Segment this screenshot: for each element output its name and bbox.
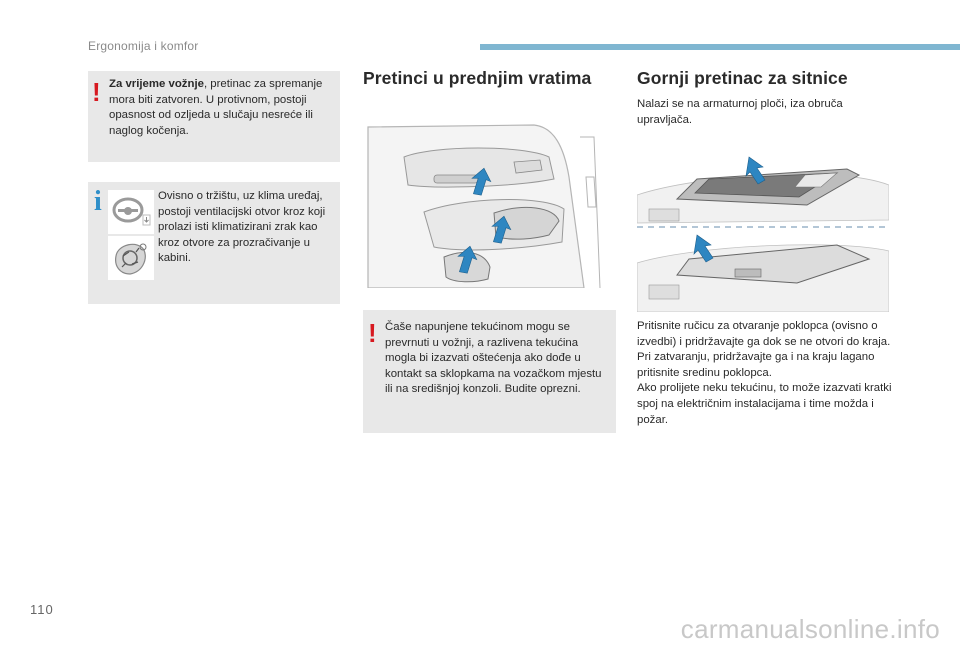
door-compartment-figure — [364, 117, 616, 288]
steering-wheel-icon — [108, 190, 154, 234]
warning-icon: ! — [368, 318, 377, 348]
heading-door-compartments: Pretinci u prednjim vratima — [363, 68, 592, 88]
section-title: Ergonomija i komfor — [88, 39, 199, 53]
warning-body: , pretinac za spremanje mora biti zatvoren. U protivnom, postoji opasnost od ozljeda u slučaju nesreće ili naglog kočenja. — [109, 78, 323, 137]
heading-upper-compartment: Gornji pretinac za sitnice — [637, 68, 848, 88]
instruction-liquid-warning: Ako prolijete neku tekućinu, to može izazvati kratki spoj na električnim instalacijama i time možda i požar. — [637, 382, 892, 426]
info-icon: i — [94, 186, 102, 217]
upper-compartment-instructions — [637, 319, 895, 428]
info-text: Ovisno o tržištu, uz klima uređaj, postoji ventilacijski otvor kroz koji prolazi isti klimatizirani zrak kao kroz otvore za prozračivanje u kabini. — [158, 190, 326, 265]
warning-text — [109, 77, 335, 139]
warning-bold-lead: Za vrijeme vožnje — [109, 78, 204, 90]
page-number: 110 — [30, 602, 54, 617]
upper-compartment-figure — [637, 135, 889, 312]
header-accent-bar — [480, 44, 960, 50]
warning-box-storage — [88, 71, 340, 162]
warning-box-cups — [363, 310, 616, 433]
instruction-open: Pritisnite ručicu za otvaranje poklopca (ovisno o izvedbi) i pridržavajte ga dok se ne otvori do kraja. — [637, 320, 891, 348]
upper-compartment-intro: Nalazi se na armaturnoj ploči, iza obruča upravljača. — [637, 98, 843, 126]
warning-icon: ! — [92, 77, 101, 107]
instruction-close: Pri zatvaranju, pridržavajte ga i na kraju lagano pritisnite sredinu poklopca. — [637, 351, 875, 379]
air-vent-icon — [108, 236, 154, 280]
cups-warning-text: Čaše napunjene tekućinom mogu se prevrnuti u vožnji, a razlivena tekućina mogla bi izazvati oštećenja ako dođe u kontakt sa sklopkama na vozačkom mjestu ili na središnjoj konzoli. Budite oprezni. — [385, 321, 602, 396]
watermark: carmanualsonline.info — [680, 614, 940, 644]
info-box-ventilation — [88, 182, 340, 304]
